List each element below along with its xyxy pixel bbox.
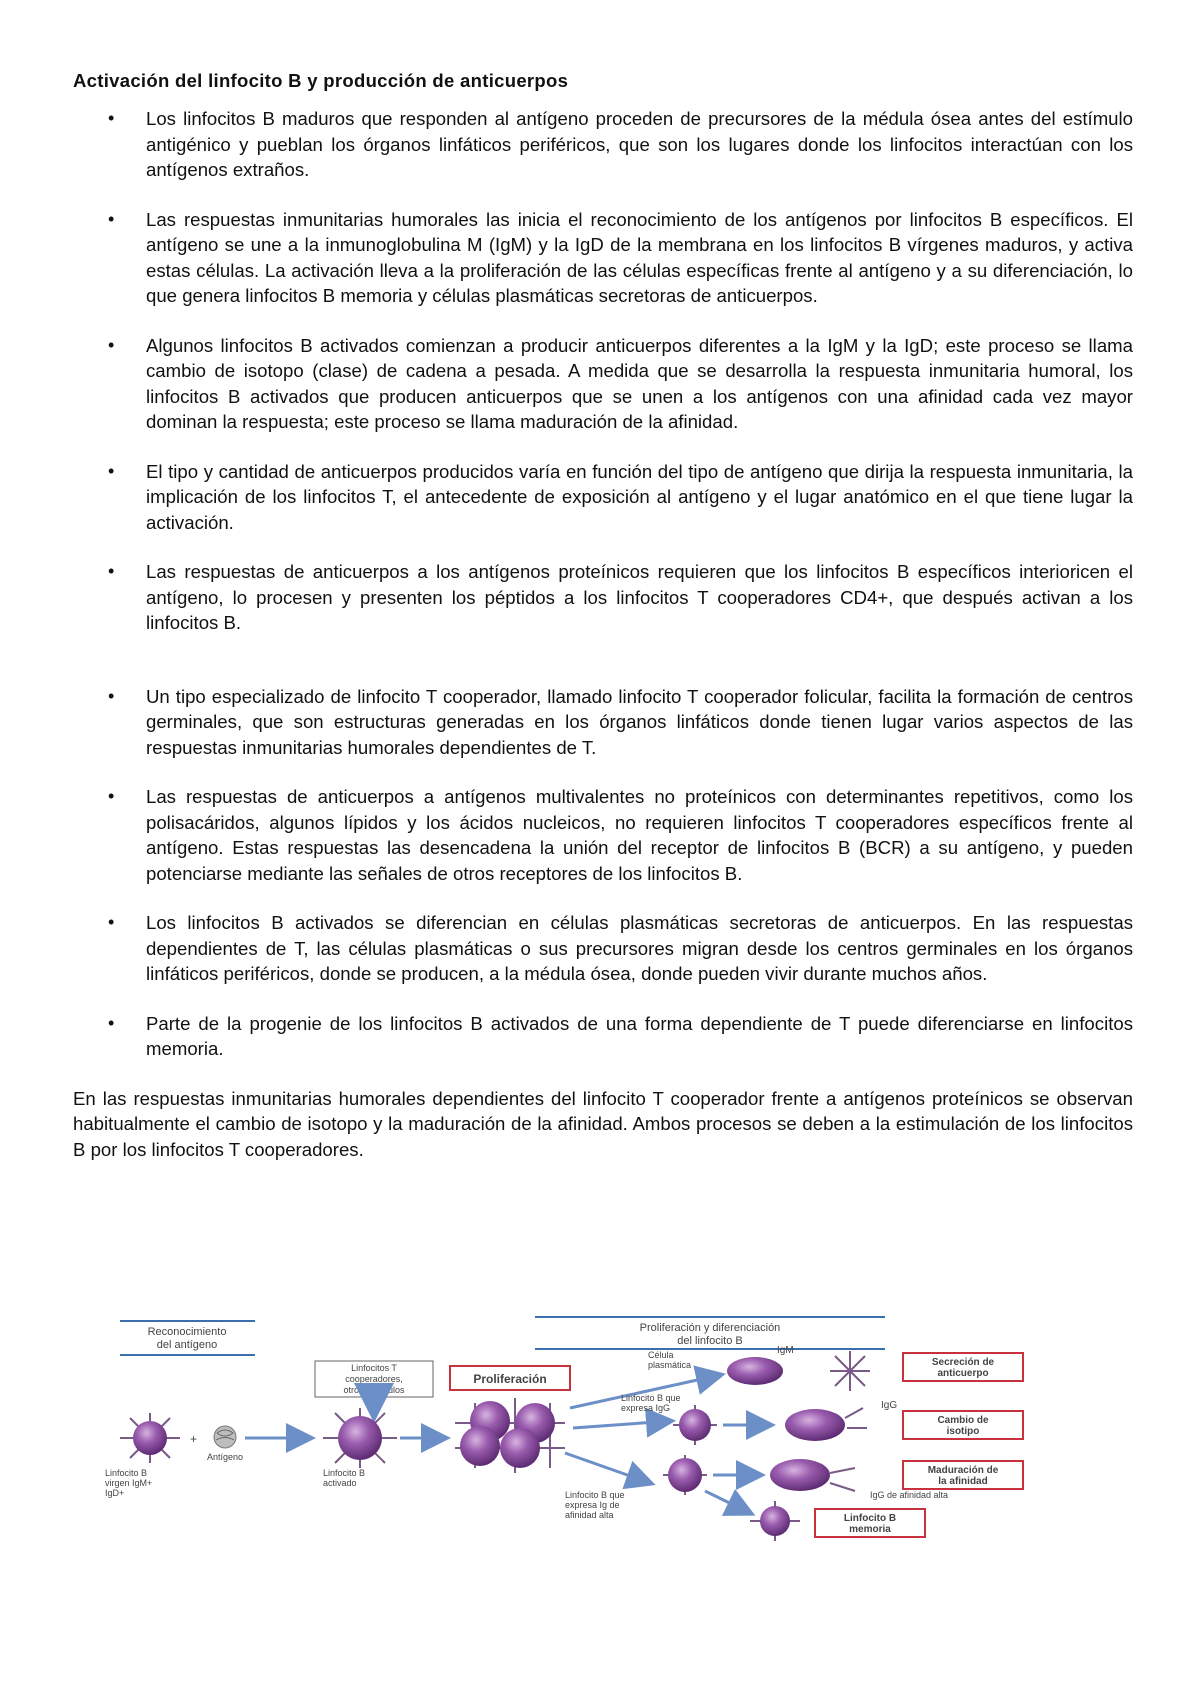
plasma-label-1: Célula [648,1350,674,1360]
helper-label-3: otros estímulos [343,1385,405,1395]
naive-label-1: Linfocito B [105,1468,148,1478]
proliferation-box [450,1366,570,1390]
plasma-label-2: plasmática [648,1360,692,1370]
high-aff-igg-label: IgG de afinidad alta [870,1490,949,1500]
helper-label-1: Linfocitos T [351,1363,397,1373]
list-item [73,784,1133,886]
svg-text:Linfocito B: Linfocito B [843,1513,897,1524]
high-aff-label-1: Linfocito B que [565,1490,625,1500]
list-item-text: Algunos linfocitos B activados comienzan a producir anticuerpos diferentes a la IgM y la IgD; este proceso se llama cambio de isotopo (clase) de cadena a pesada. A medida que se desarrolla la respuesta inmunitaria humoral, los linfocitos B activados que producen anticuerpos que se unen a los antígenos con una afinidad cada vez mayor dominan la respuesta; este proceso se llama maduración de la afinidad. [146,334,1133,432]
svg-text:la afinidad: la afinidad [938,1476,988,1487]
outcome-box-secretion [903,1353,1023,1381]
header-right-line-2: del linfocito B [677,1335,743,1347]
header-left [120,1321,255,1355]
b-cell-activation-figure [95,1313,1125,1563]
bullet-icon: • [108,685,115,706]
bullet-icon: • [108,561,115,581]
svg-text:isotipo: isotipo [946,1426,980,1437]
svg-text:memoria: memoria [849,1524,891,1535]
header-left-line-1: Reconocimiento [147,1326,227,1338]
header-right [535,1317,885,1349]
naive-label-3: IgD+ [105,1488,125,1498]
high-aff-label-3: afinidad alta [565,1510,614,1520]
list-item [73,333,1133,435]
svg-text:anticuerpo: anticuerpo [937,1368,989,1379]
high-affinity-b-cell [565,1455,707,1520]
outcome-box-memory [815,1509,925,1537]
list-item [73,207,1133,309]
list-item [73,1011,1133,1062]
closing-paragraph: En las respuestas inmunitarias humorales dependientes del linfocito T cooperador frente a antígenos proteínicos se observan habitualmente el cambio de isotopo y la maduración de la afinidad. Ambos procesos se deben a la estimulación de los linfocitos B por los linfocitos T cooperadores. [73,1087,1133,1160]
antigen-icon [207,1426,243,1462]
bullet-icon: • [108,1012,115,1033]
list-item-text: Los linfocitos B maduros que responden al antígeno proceden de precursores de la médula ósea antes del estímulo antigénico y pueblan los órganos linfáticos periféricos, que son los lugares donde los linfocitos interactúan con los antígenos extraños. [146,108,1133,180]
bullet-icon: • [108,334,115,355]
plus-sign: + [190,1432,198,1446]
list-item-text: Los linfocitos B activados se diferencian en células plasmáticas secretoras de anticuerpos. En las respuestas dependientes de T, las células plasmáticas o sus precursores migran desde los centros germinales en los órganos linfáticos periféricos, donde se producen, a la médula ósea, donde pueden vivir durante muchos años. [146,912,1133,984]
list-item [73,559,1133,636]
outcome-box-affinity [903,1461,1023,1489]
igm-pentamer-icon [830,1351,870,1391]
activated-label-1: Linfocito B [323,1468,366,1478]
svg-text:Maduración de: Maduración de [927,1465,999,1476]
outcome-box-isotype [903,1411,1023,1439]
list-item [73,106,1133,183]
igg-plasma-cell [785,1400,897,1441]
list-item-text: Las respuestas de anticuerpos a antígenos multivalentes no proteínicos con determinantes repetitivos, como los polisacáridos, algunos lípidos y los ácidos nucleicos, no requieren linfocitos T cooperadores específicos frente al antígeno. Estas respuestas las desencadena la unión del receptor de linfocitos B (BCR) a su antígeno, y pueden potenciarse mediante las señales de otros receptores de los linfocitos B. [146,786,1133,884]
high-aff-label-2: expresa Ig de [565,1500,620,1510]
document-title: Activación del linfocito B y producción de anticuerpos [73,70,569,91]
bullet-icon: • [108,208,115,229]
naive-b-cell [105,1413,180,1498]
svg-text:Cambio de: Cambio de [937,1415,989,1426]
list-item-text: El tipo y cantidad de anticuerpos producidos varía en función del tipo de antígeno que dirija la respuesta inmunitaria, la implicación de los linfocitos T, el antecedente de exposición al antígeno y el lugar anatómico en el que tiene lugar la activación. [146,460,1133,533]
bullet-icon: • [108,460,115,481]
proliferation-label: Proliferación [473,1372,547,1386]
figure-svg [95,1313,1125,1563]
igg-b-cell [621,1393,717,1445]
memory-b-cell [750,1501,800,1541]
igm-label: IgM [777,1345,794,1356]
activated-b-cell [323,1408,397,1488]
naive-label-2: virgen IgM+ [105,1478,153,1488]
igg-label: IgG [881,1400,898,1411]
proliferating-cells [455,1398,565,1473]
helper-label-2: cooperadores, [345,1374,403,1384]
document-page [73,70,1133,1162]
list-item-text: Un tipo especializado de linfocito T cooperador, llamado linfocito T cooperador folicular, facilita la formación de centros germinales, que son estructuras generadas en los órganos linfáticos donde tienen lugar varios aspectos de las respuestas inmunitarias humorales dependientes de T. [146,685,1133,758]
antigen-label: Antígeno [207,1452,244,1462]
list-item [73,684,1133,761]
igg-cell-label-2: expresa IgG [621,1403,671,1413]
bullet-icon: • [108,786,115,806]
bullet-icon: • [108,912,115,932]
list-item-text: Las respuestas inmunitarias humorales las inicia el reconocimiento de los antígenos por linfocitos B específicos. El antígeno se une a la inmunoglobulina M (IgM) y la IgD de la membrana en los linfocitos B vírgenes maduros, y activa estas células. La activación lleva a la proliferación de las células específicas frente al antígeno y a su diferenciación, lo que genera linfocitos B memoria y células plasmáticas secretoras de anticuerpos. [146,208,1133,306]
header-left-line-2: del antígeno [156,1339,218,1351]
list-item-text: Las respuestas de anticuerpos a los antígenos proteínicos requieren que los linfocitos B específicos interioricen el antígeno, lo procesen y presenten los péptidos a los linfocitos T cooperadores CD4+, que después activan a los linfocitos B. [146,561,1133,633]
list-item [73,910,1133,987]
list-item-text: Parte de la progenie de los linfocitos B activados de una forma dependiente de T puede diferenciarse en linfocitos memoria. [146,1012,1133,1059]
bullet-list [73,106,1133,1062]
igg-cell-label-1: Linfocito B que [621,1393,681,1403]
helper-t-cells-box [315,1361,433,1415]
list-item [73,459,1133,536]
activated-label-2: activado [323,1478,357,1488]
header-right-line-1: Proliferación y diferenciación [639,1322,781,1334]
bullet-icon: • [108,108,115,128]
svg-text:Secreción de: Secreción de [931,1357,995,1368]
